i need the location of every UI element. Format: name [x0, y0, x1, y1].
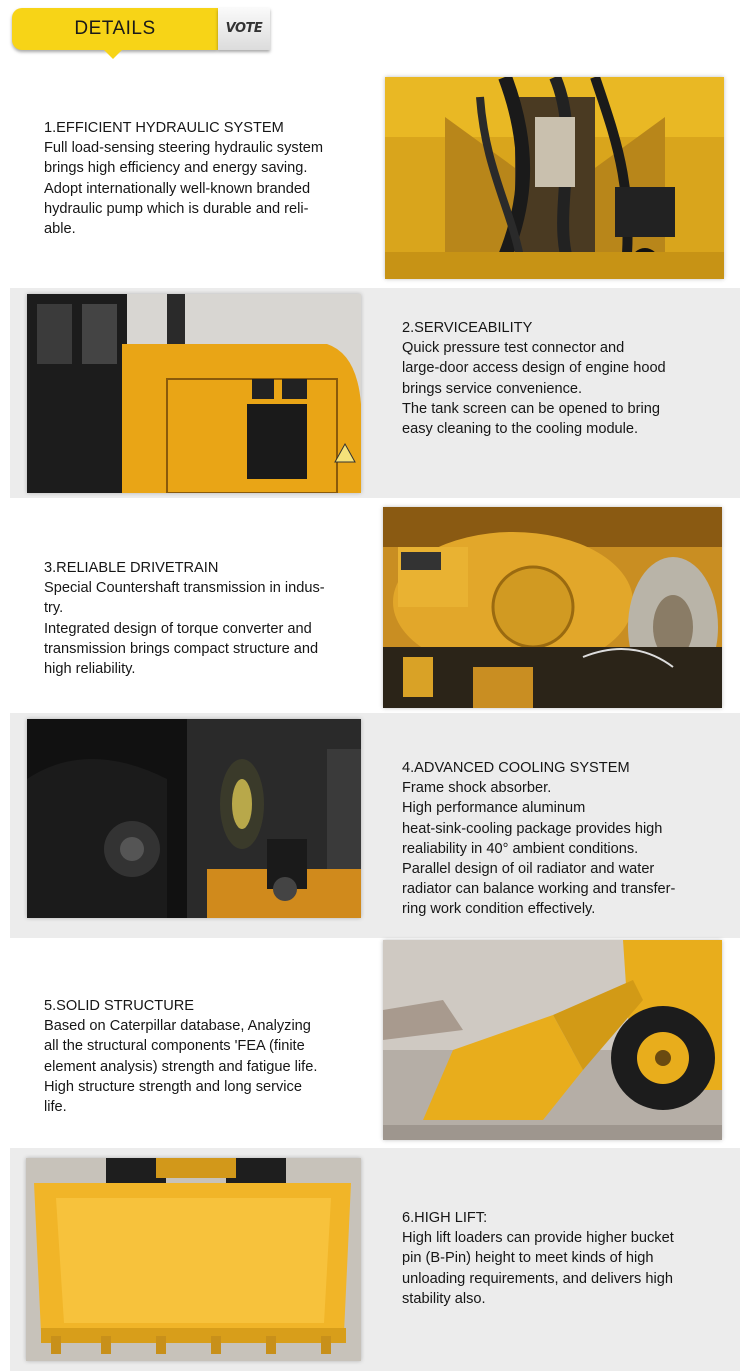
feature-title: 4.ADVANCED COOLING SYSTEM: [402, 760, 630, 776]
hydraulic-hoses-photo: [385, 77, 724, 279]
feature-line: large-door access design of engine hood: [402, 360, 666, 377]
feature-line: Special Countershaft transmission in indus-: [44, 580, 325, 597]
feature-line: brings service convenience.: [402, 380, 583, 397]
feature-line: pin (B-Pin) height to meet kinds of high: [402, 1250, 654, 1267]
feature-text-high-lift: [402, 1208, 742, 1309]
cooling-system-photo: [27, 719, 361, 918]
feature-line: radiator can balance working and transfer-: [402, 881, 676, 898]
feature-line: brings high efficiency and energy saving.: [44, 160, 308, 177]
feature-line: Quick pressure test connector and: [402, 340, 625, 357]
feature-line: Integrated design of torque converter and: [44, 620, 312, 637]
feature-line: Adopt internationally well-known branded: [44, 180, 311, 197]
engine-hood-photo: [27, 294, 361, 493]
feature-line: The tank screen can be opened to bring: [402, 400, 660, 417]
feature-line: try.: [44, 600, 64, 617]
feature-title: 3.RELIABLE DRIVETRAIN: [44, 560, 219, 576]
feature-line: easy cleaning to the cooling module.: [402, 421, 639, 438]
feature-text-serviceability: [402, 318, 742, 439]
feature-line: heat-sink-cooling package provides high: [402, 820, 663, 837]
feature-text-hydraulic: [44, 118, 384, 239]
feature-line: transmission brings compact structure and: [44, 640, 319, 657]
feature-line: Parallel design of oil radiator and water: [402, 861, 655, 878]
tab-pointer-icon: [104, 50, 122, 59]
feature-line: element analysis) strength and fatigue life.: [44, 1058, 318, 1075]
details-title: DETAILS: [74, 18, 156, 39]
feature-line: high reliability.: [44, 661, 136, 678]
feature-line: High performance aluminum: [402, 800, 586, 817]
feature-text-drivetrain: [44, 558, 384, 679]
brand-logo: VOTE: [225, 21, 263, 36]
feature-title: 2.SERVICEABILITY: [402, 320, 533, 336]
feature-line: able.: [44, 221, 76, 238]
feature-title: 1.EFFICIENT HYDRAULIC SYSTEM: [44, 120, 284, 136]
feature-line: High structure strength and long service: [44, 1078, 302, 1095]
feature-line: High lift loaders can provide higher bucket: [402, 1230, 674, 1247]
loader-bucket-front-photo: [26, 1158, 361, 1361]
feature-line: hydraulic pump which is durable and reli-: [44, 200, 309, 217]
feature-title: 6.HIGH LIFT:: [402, 1210, 488, 1226]
axle-drivetrain-photo: [383, 507, 722, 708]
feature-line: all the structural components 'FEA (finite: [44, 1038, 305, 1055]
feature-line: unloading requirements, and delivers high: [402, 1270, 673, 1287]
details-header: [12, 8, 270, 54]
feature-line: ring work condition effectively.: [402, 901, 596, 918]
feature-line: Based on Caterpillar database, Analyzing: [44, 1018, 311, 1035]
feature-text-structure: [44, 996, 384, 1117]
feature-line: life.: [44, 1099, 67, 1116]
feature-line: stability also.: [402, 1290, 486, 1307]
feature-text-cooling: [402, 758, 742, 920]
feature-line: realiability in 40° ambient conditions.: [402, 840, 639, 857]
feature-line: Full load-sensing steering hydraulic system: [44, 140, 324, 157]
feature-line: Frame shock absorber.: [402, 780, 552, 797]
feature-title: 5.SOLID STRUCTURE: [44, 998, 195, 1014]
loader-bucket-side-photo: [383, 940, 722, 1140]
